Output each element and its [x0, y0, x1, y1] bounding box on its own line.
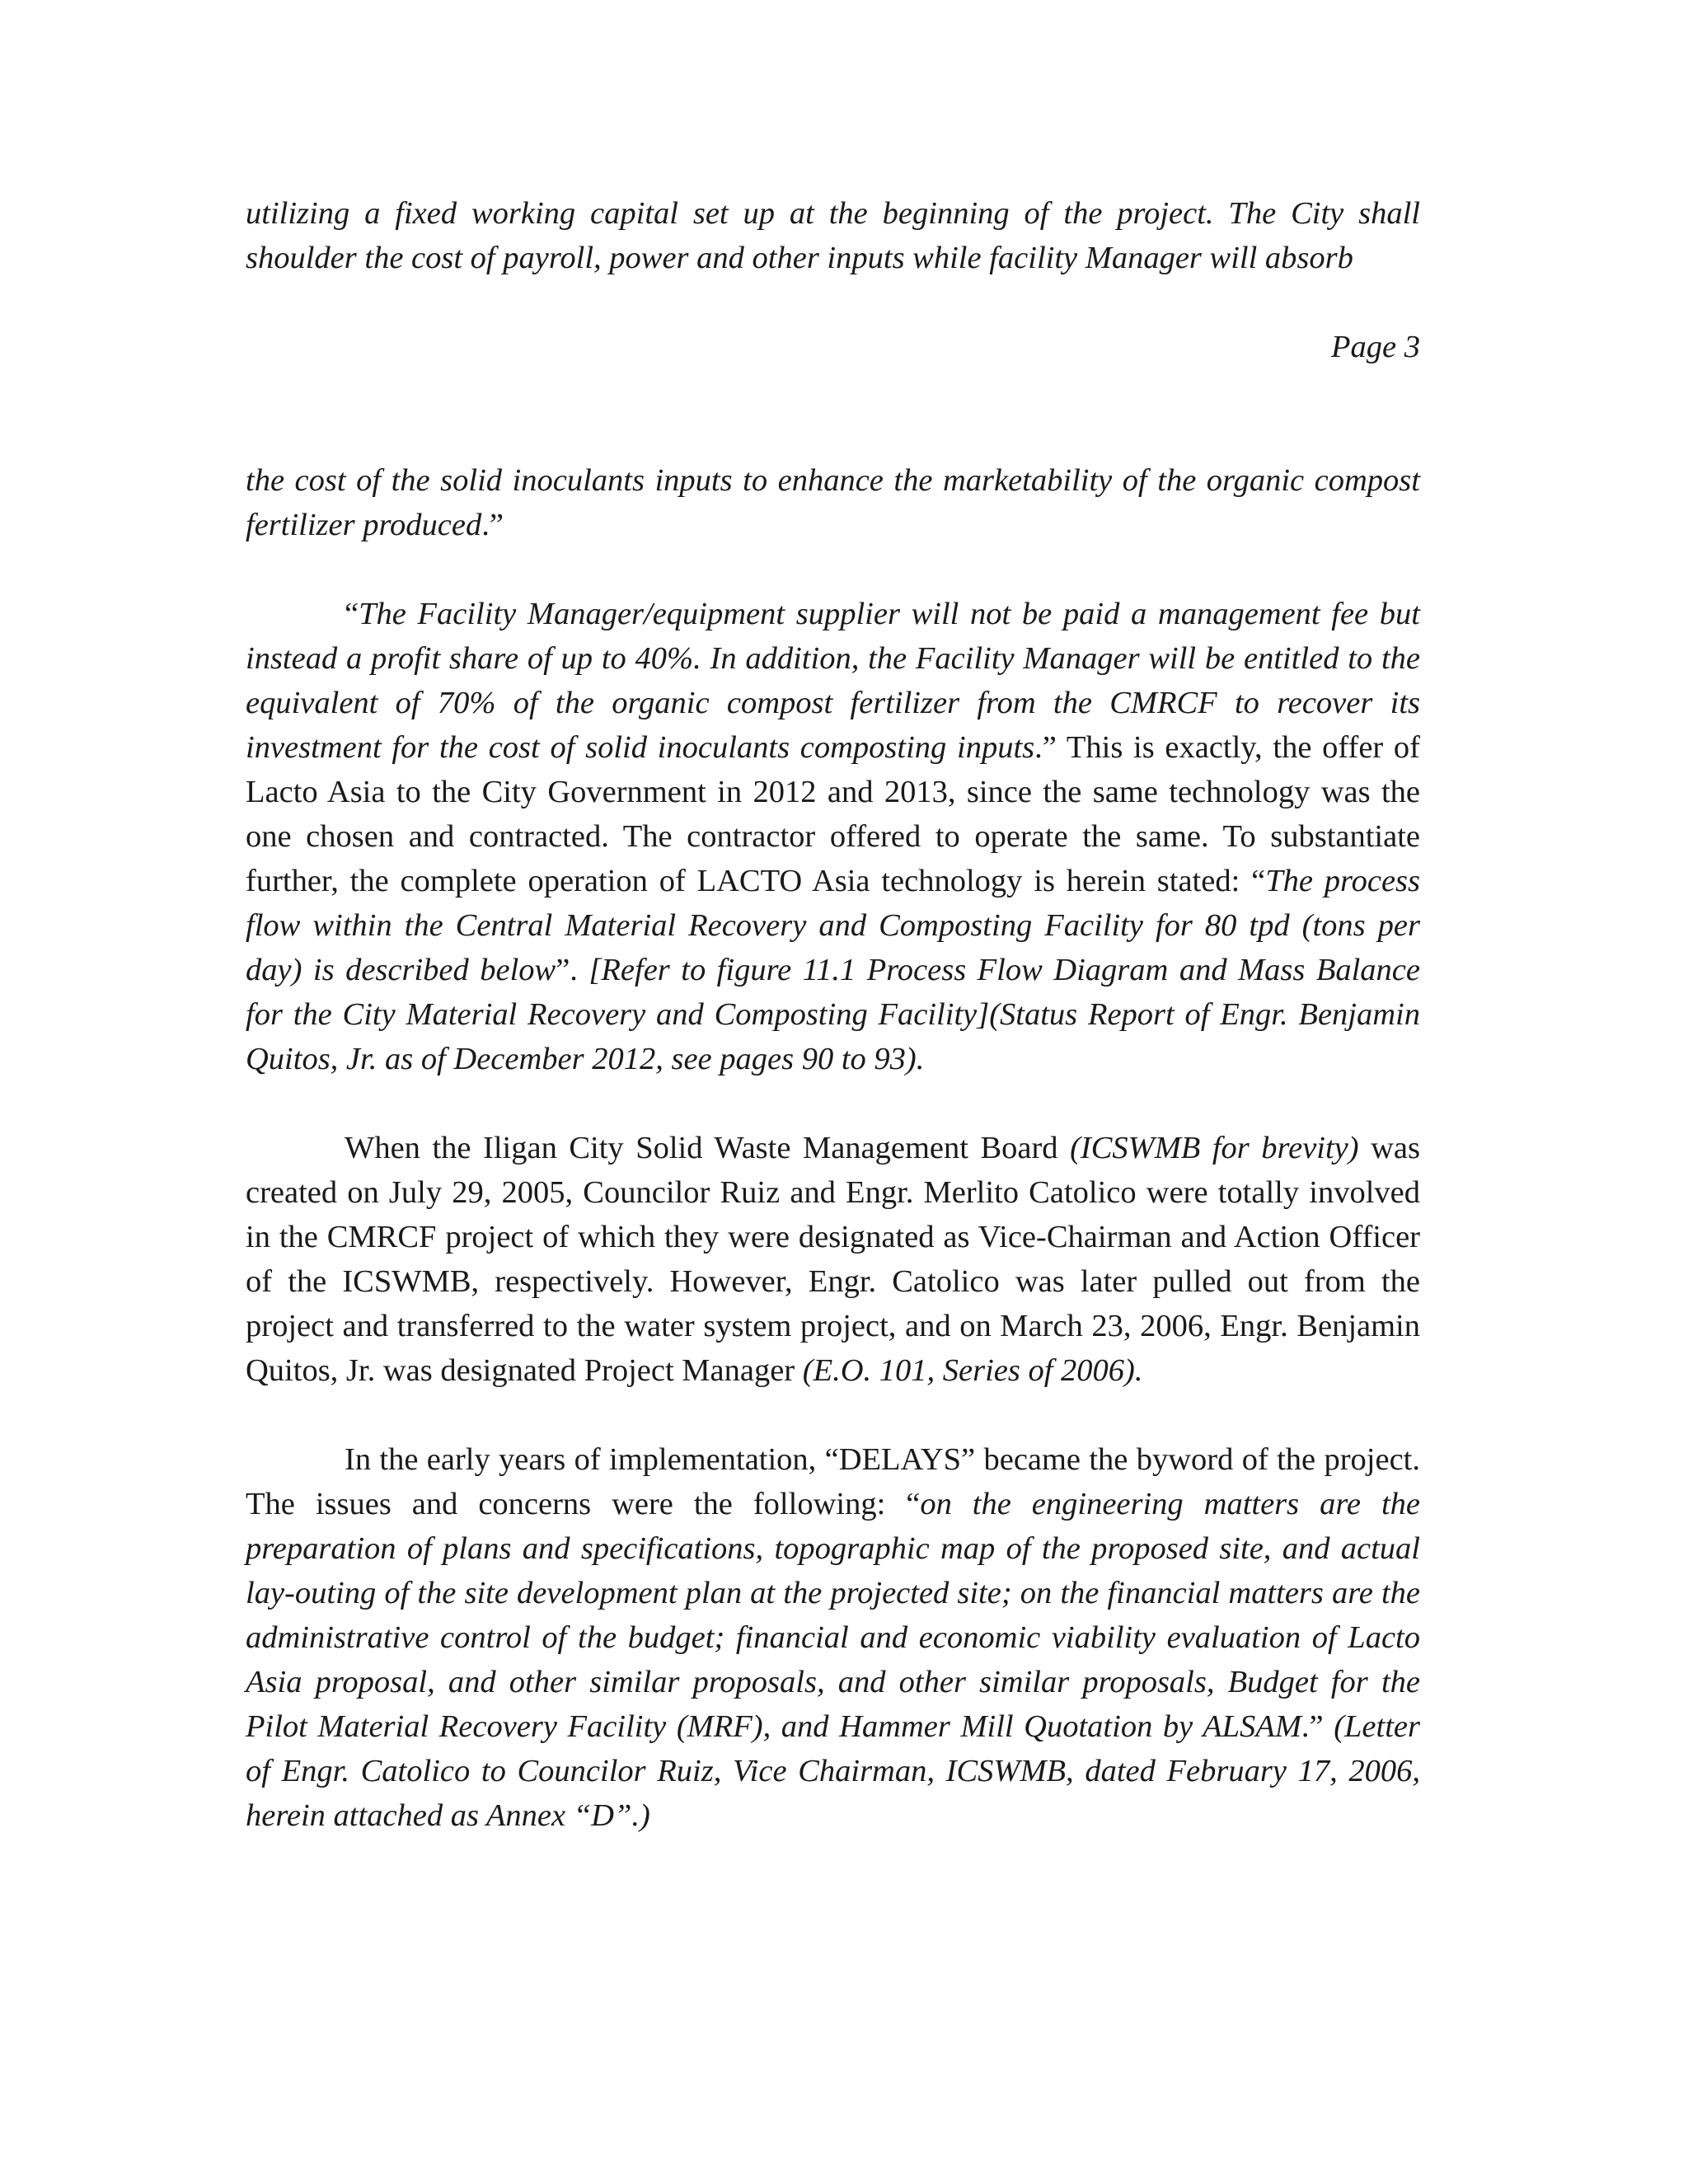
- paragraph-2-quote: The Facility Manager/equipment supplier will not be paid a management fee but instead a profit share of up to 40%. In addition, the Facility Manager will be entitled to the equivalent of 70% of the organic compost fertilizer from the CMRCF to recover its investment for the cost of solid inoculants composting inputs: [246, 597, 1420, 765]
- paragraph-3-text-2: was created on July 29, 2005, Councilor Ruiz and Engr. Merlito Catolico were totally involved in the CMRCF project of which they were designated as Vice-Chairman and Action Officer of the ICSWMB, respectively. However, Engr. Catolico was later pulled out from the project and transferred to the water system project, and on March 23, 2006, Engr. Benjamin Quitos, Jr. was designated Project Manager: [246, 1131, 1420, 1388]
- paragraph-1-tail: .”: [481, 508, 504, 542]
- paragraph-2-process: The process flow within the Central Material Recovery and Composting Facility for 80 tpd (tons per day) is described below: [246, 864, 1420, 987]
- paragraph-2-open-quote: “: [345, 597, 359, 631]
- paragraph-1: [246, 458, 1420, 547]
- spacer: [246, 1393, 1420, 1437]
- paragraph-4-italic-2: (Letter of Engr. Catolico to Councilor Ruiz, Vice Chairman, ICSWMB, dated February 17, 2006, herein attached as Annex “D”.): [246, 1709, 1420, 1833]
- spacer: [246, 280, 1420, 325]
- paragraph-4-text-1: In the early years of implementation, “DELAYS” became the byword of the project. The issues and concerns were the following: “: [246, 1442, 1420, 1521]
- paragraph-3: [246, 1126, 1420, 1393]
- paragraph-2-body: .” This is exactly, the offer of Lacto Asia to the City Government in 2012 and 2013, since the same technology was the one chosen and contracted. The contractor offered to operate the same. To substantiate further, the complete operation of LACTO Asia technology is herein stated: “: [246, 730, 1421, 898]
- paragraph-4-text-2: .”: [1301, 1709, 1334, 1744]
- spacer: [246, 369, 1420, 458]
- page-number: Page 3: [1331, 330, 1420, 364]
- paragraph-3-text-1: When the Iligan City Solid Waste Management Board: [345, 1131, 1071, 1165]
- paragraph-4: [246, 1437, 1420, 1838]
- paragraph-1-italic: the cost of the solid inoculants inputs to enhance the marketability of the organic compost fertilizer produced: [246, 463, 1420, 542]
- paragraph-2: [246, 592, 1420, 1081]
- paragraph-3-italic-2: (E.O. 101, Series of 2006).: [802, 1353, 1143, 1388]
- paragraph-3-italic-1: (ICSWMB for brevity): [1070, 1131, 1359, 1165]
- paragraph-4-italic-1: on the engineering matters are the preparation of plans and specifications, topographic map of the proposed site, and actual lay-outing of the site development plan at the projected site; on the financial matters are the administrative control of the budget; financial and economic viability evaluation of Lacto Asia proposal, and other similar proposals, and other similar proposals, Budget for the Pilot Material Recovery Facility (MRF), and Hammer Mill Quotation by ALSAM: [246, 1487, 1420, 1744]
- document-page: [246, 191, 1420, 1838]
- spacer: [246, 547, 1420, 592]
- paragraph-2-close: ”.: [556, 953, 589, 987]
- paragraph-2-reference: [Refer to figure 11.1 Process Flow Diagram and Mass Balance for the City Material Recovery and Composting Facility](Status Report of Engr. Benjamin Quitos, Jr. as of December 2012, see pages 90 to 93).: [246, 953, 1420, 1076]
- spacer: [246, 1081, 1420, 1126]
- top-paragraph: utilizing a fixed working capital set up at the beginning of the project. The City shall shoulder the cost of payroll, power and other inputs while facility Manager will absorb: [246, 196, 1420, 275]
